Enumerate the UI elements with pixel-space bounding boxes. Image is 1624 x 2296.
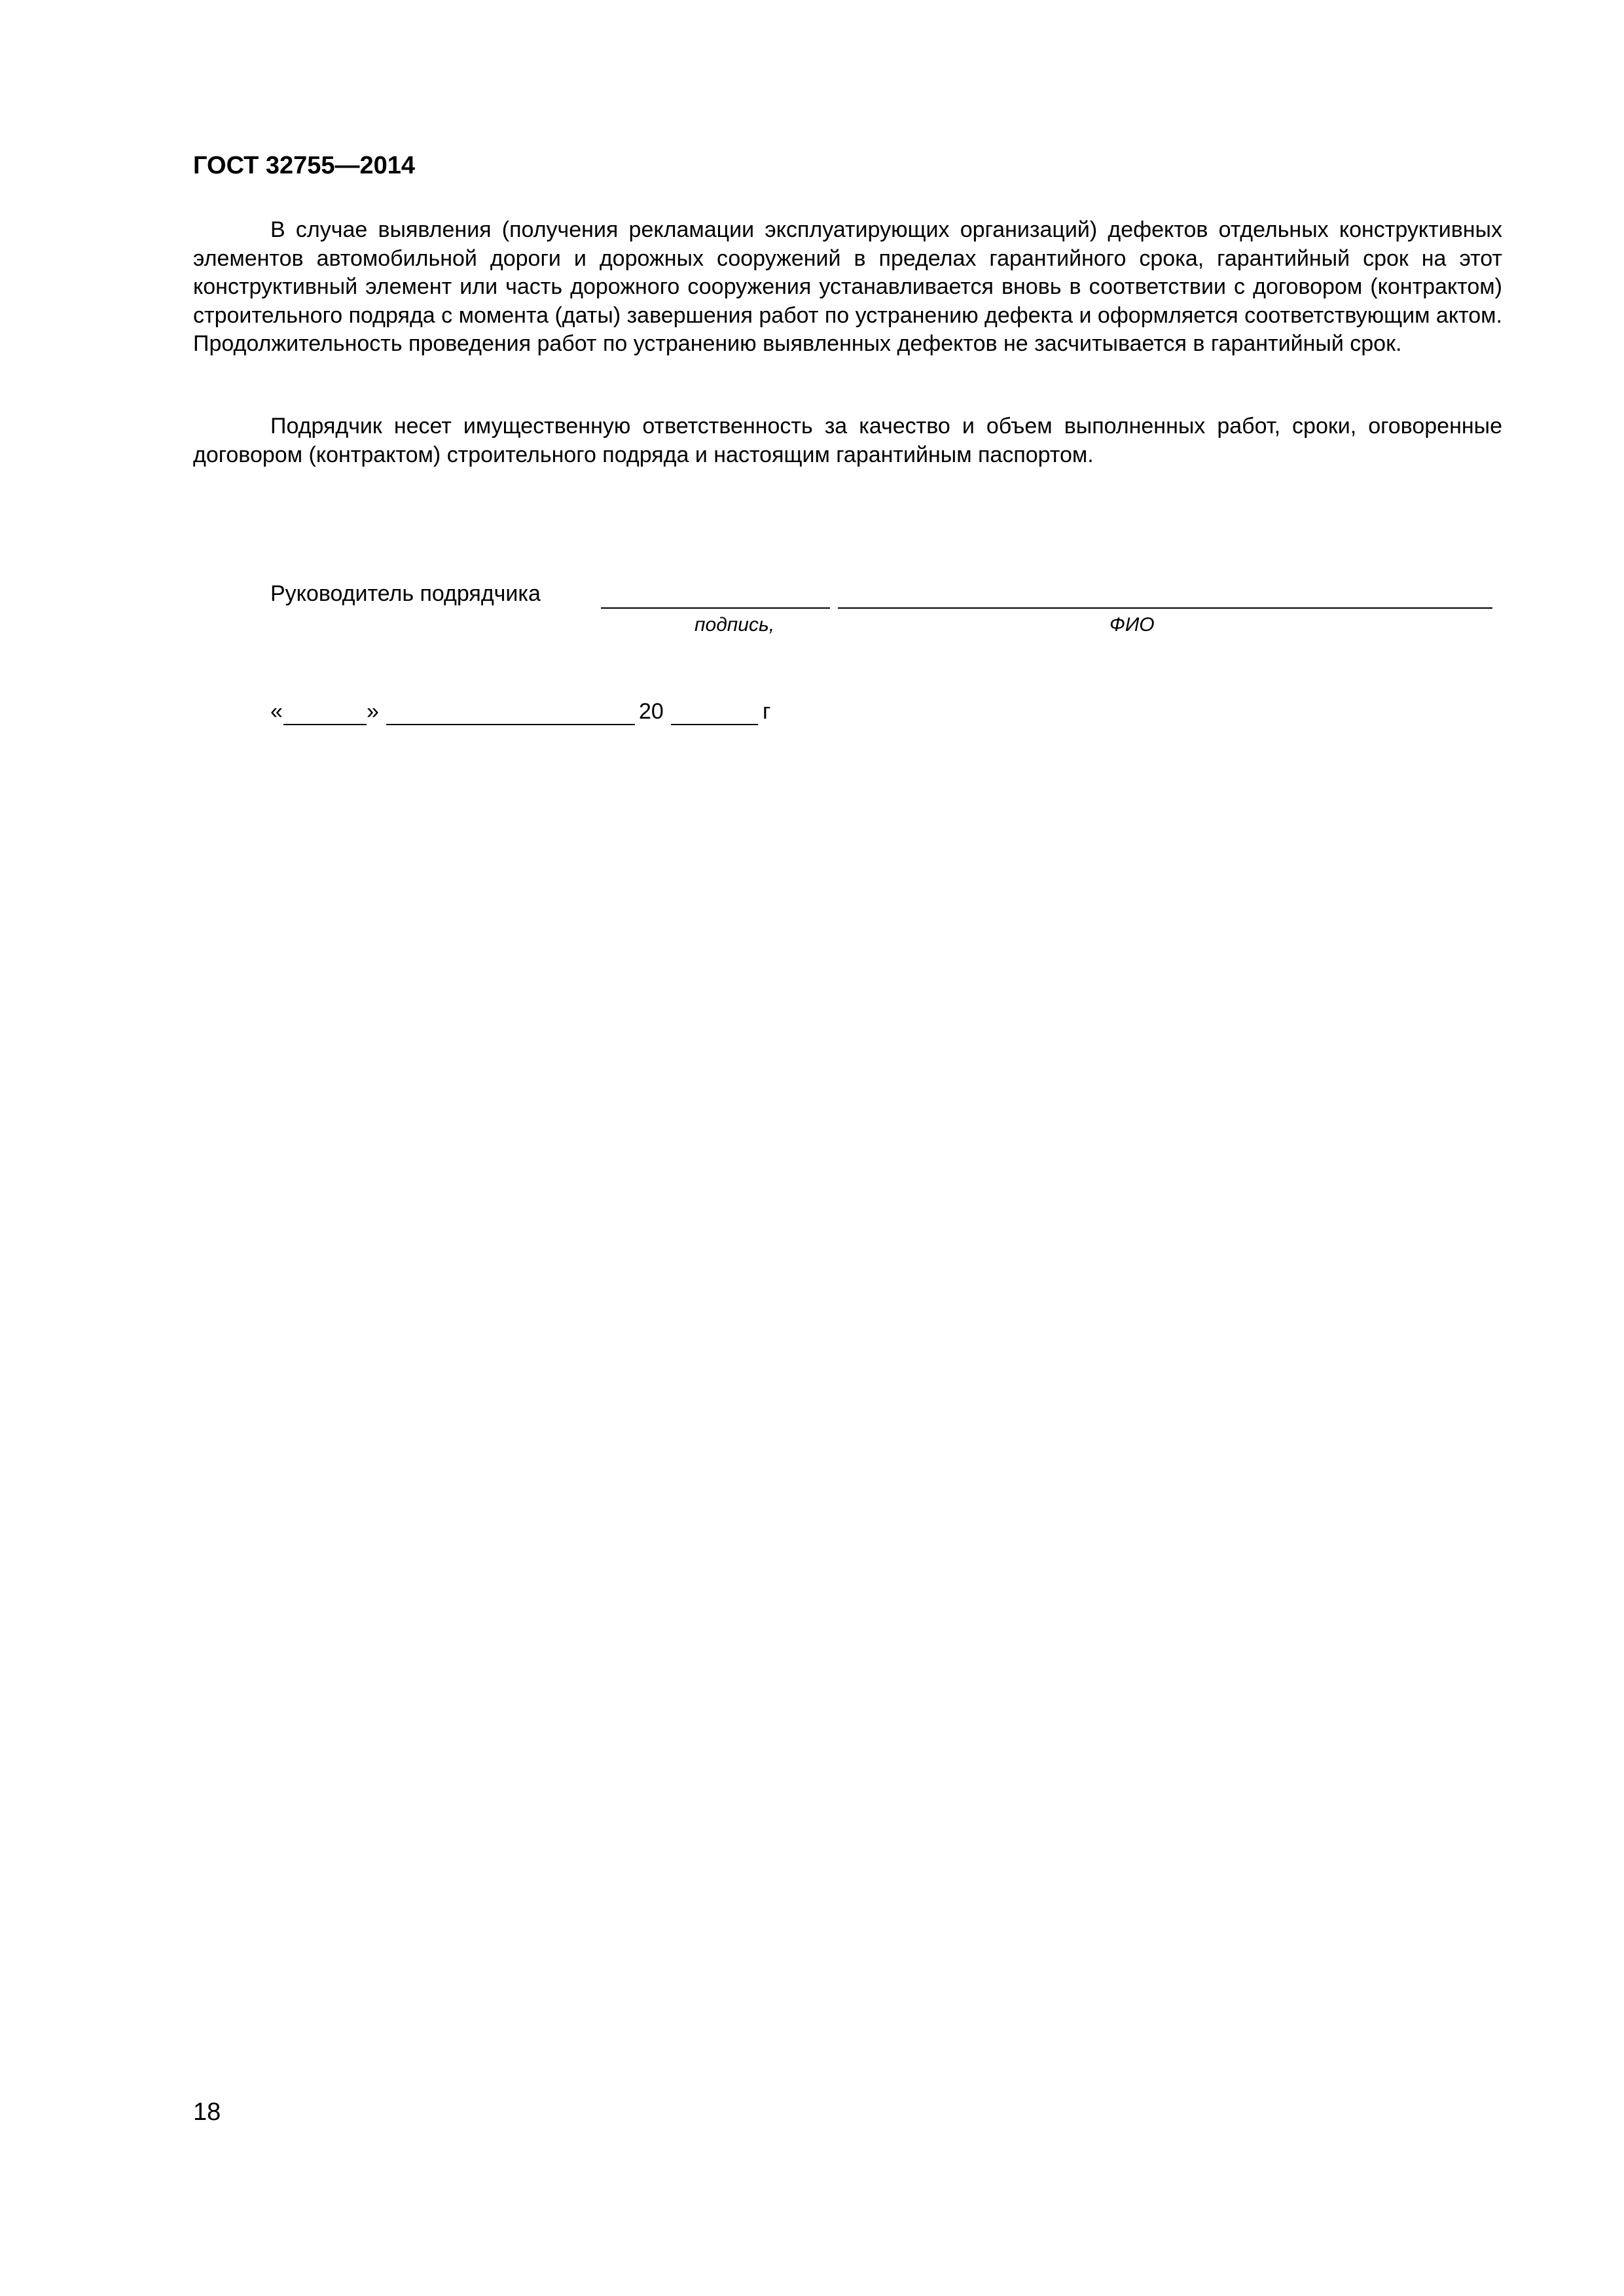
date-block [270, 699, 1056, 732]
signature-block [270, 581, 1501, 653]
date-year-prefix: 20 [639, 699, 664, 724]
paragraph-contractor-liability: Подрядчик несет имущественную ответственность за качество и объем выполненных работ, сроки, оговоренные договором (контрактом) строительного подряда и настоящим гарантийным паспортом. [193, 414, 1502, 467]
document-header-title: ГОСТ 32755—2014 [193, 152, 416, 179]
date-month-field-line[interactable] [386, 724, 635, 725]
fio-field-line[interactable] [838, 607, 1492, 609]
signature-caption: подпись, [695, 614, 775, 636]
date-year-field-line[interactable] [671, 724, 758, 725]
date-close-quote: » [367, 699, 379, 724]
page-number: 18 [193, 2098, 221, 2126]
date-open-quote: « [270, 699, 283, 724]
date-year-suffix: г [763, 699, 771, 724]
signature-label: Руководитель подрядчика [270, 581, 541, 606]
date-day-field-line[interactable] [283, 724, 367, 725]
paragraph-warranty-defects: В случае выявления (получения рекламации эксплуатирующих организаций) дефектов отдельных конструктивных элементов автомобильной дороги и дорожных сооружений в пределах гарантийного срока, гарантийный срок на этот конструктивный элемент или часть дорожного сооружения устанавливается вновь в соответствии с договором (контрактом) строительного подряда с момента (даты) завершения работ по устранению дефекта и оформляется соответствующим актом. Продолжительность проведения работ по устранению выявленных дефектов не засчитывается в гарантийный срок. [193, 217, 1503, 356]
signature-field-line[interactable] [601, 607, 830, 609]
fio-caption: ФИО [1110, 614, 1155, 636]
